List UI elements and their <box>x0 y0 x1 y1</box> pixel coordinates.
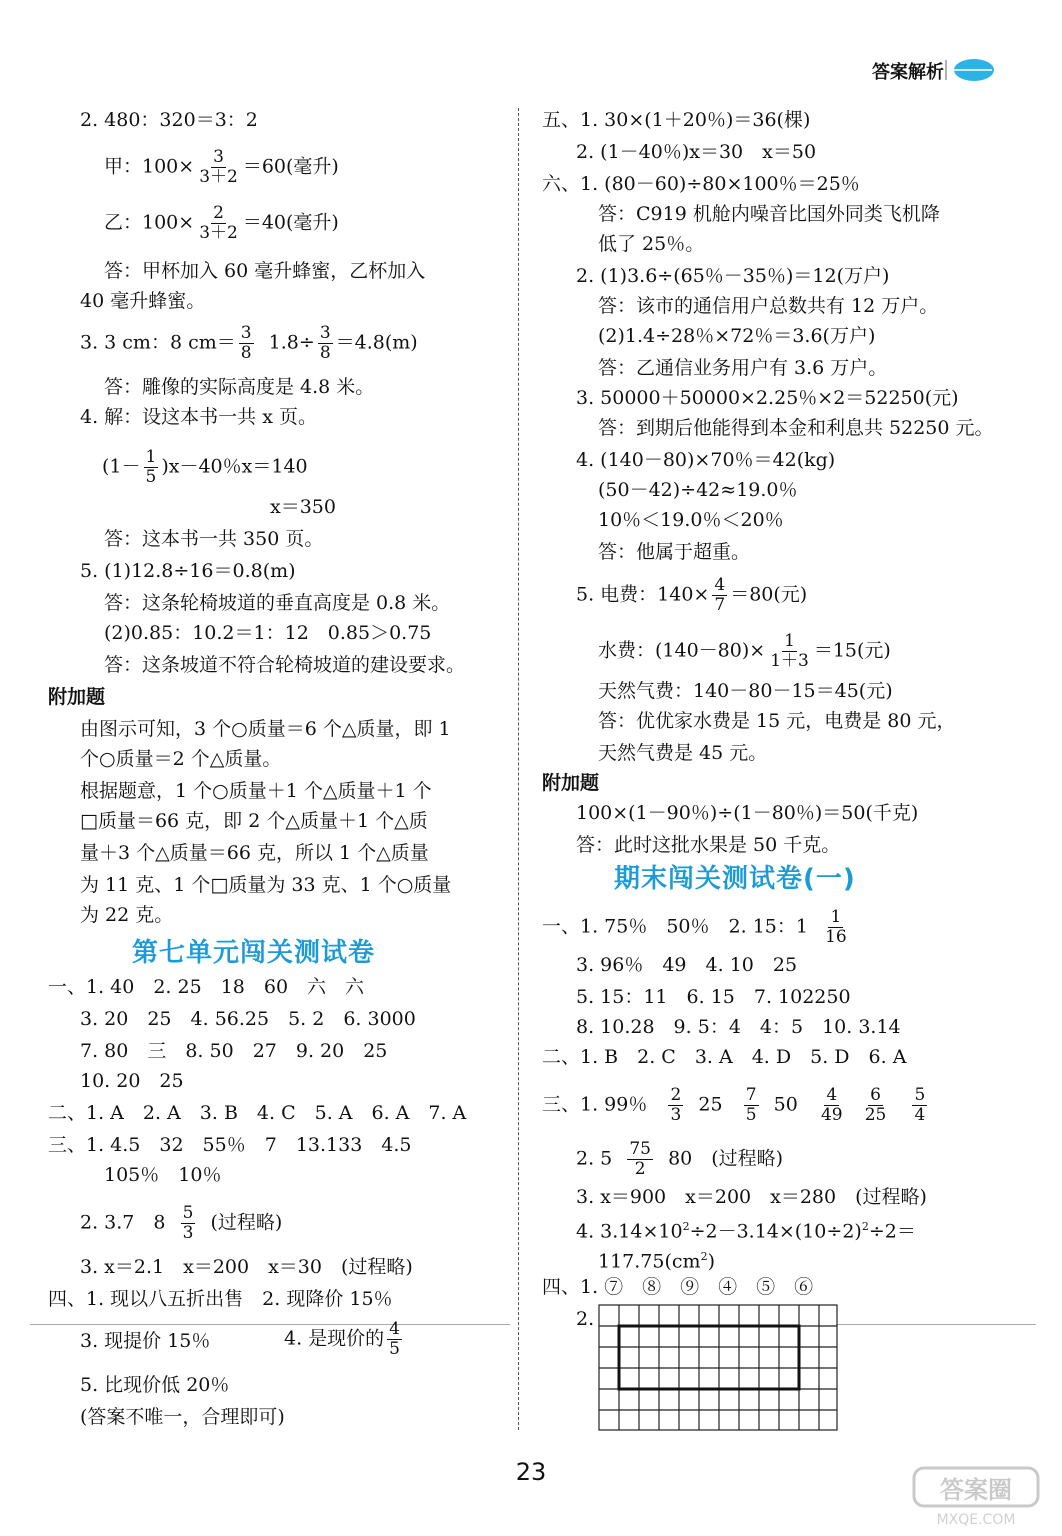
f9-exp: 2 <box>861 1220 869 1233</box>
q3-post: ＝4.8(m) <box>335 331 418 354</box>
f1-pre: 一、1. 75％ 50％ 2. 15：1 <box>542 915 808 938</box>
s3c-fraction <box>181 1204 196 1243</box>
f-line: 3. 96％ 49 4. 10 25 <box>576 954 798 976</box>
extra-title: 附加题 <box>542 772 600 794</box>
answer-line: 答：甲杯加入 60 毫升蜂蜜，乙杯加入 <box>104 260 426 282</box>
extra-line: 为 22 克。 <box>80 904 174 926</box>
right-line: 答：C919 机舱内噪音比国外同类飞机降 <box>598 203 940 225</box>
f-line: 2. <box>576 1308 595 1330</box>
frac-den: 1＋3 <box>770 651 809 671</box>
frac-den: 3＋2 <box>199 223 238 243</box>
extra-line: 量＋3 个△质量＝66 克，所以 1 个△质量 <box>80 842 429 864</box>
f6-fraction <box>819 1086 845 1125</box>
answer-line: 答：这条轮椅坡道的垂直高度是 0.8 米。 <box>104 592 451 614</box>
yi-post: ＝40(毫升) <box>242 211 339 234</box>
q4-eq-post: )x－40％x＝140 <box>161 455 308 478</box>
frac-num: 3 <box>213 147 224 167</box>
s4c-fraction <box>387 1320 402 1359</box>
unit7-title: 第七单元闯关测试卷 <box>132 938 376 968</box>
f6-after: 25 <box>698 1093 723 1116</box>
right-line: 2. (1)3.6÷(65％－35％)＝12(万户) <box>576 265 890 287</box>
right-line: 五、1. 30×(1＋20％)＝36(棵) <box>542 109 811 131</box>
extra-line: 根据题意，1 个○质量＋1 个△质量＋1 个 <box>80 780 432 802</box>
q4-equation <box>102 448 308 487</box>
frac-den: 2 <box>634 1159 646 1179</box>
f7-fraction <box>627 1140 653 1179</box>
f9-line <box>576 1214 916 1244</box>
q4-fraction <box>144 448 159 487</box>
answer-line: 答：这条坡道不符合轮椅坡道的建设要求。 <box>104 654 466 676</box>
watermark-logo <box>912 1464 1040 1528</box>
r17-post: ＝15(元) <box>813 639 891 662</box>
extra-line: 由图示可知，3 个○质量＝6 个△质量，即 1 <box>80 718 451 740</box>
f6-fraction <box>744 1086 759 1125</box>
s2-line: 二、1. A 2. A 3. B 4. C 5. A 6. A 7. A <box>48 1102 467 1124</box>
header-title: 答案解析 <box>872 62 944 83</box>
q4-eq-pre: (1－ <box>102 455 141 478</box>
frac-num: 4 <box>714 575 726 595</box>
answer-line: 答：这本书一共 350 页。 <box>104 528 324 550</box>
f7-post: 80 (过程略) <box>668 1147 784 1170</box>
frac-num: 2 <box>670 1085 682 1105</box>
f7-line <box>576 1140 783 1179</box>
frac-den: 3＋2 <box>199 167 238 187</box>
s4-line: (答案不唯一，合理即可) <box>80 1406 285 1428</box>
f6-pre: 三、1. 99％ <box>542 1093 648 1116</box>
r16-post: ＝80(元) <box>730 583 808 606</box>
f-line: 8. 10.28 9. 5：4 4：5 10. 3.14 <box>576 1016 901 1038</box>
right-line: 答：他属于超重。 <box>598 541 751 563</box>
f10-line <box>598 1244 715 1274</box>
q3-fraction <box>239 324 254 363</box>
frac-den: 5 <box>745 1105 757 1125</box>
f10-end: ) <box>707 1250 715 1273</box>
header-tab-icon <box>944 56 996 84</box>
frac-num: 1 <box>784 631 795 651</box>
frac-num: 4 <box>826 1085 838 1105</box>
q3-fraction-2 <box>318 324 333 363</box>
right-line: 答：该市的通信用户总数共有 12 万户。 <box>598 295 939 317</box>
right-line: 2. (1－40％)x＝30 x＝50 <box>576 141 817 163</box>
answer-line: 答：雕像的实际高度是 4.8 米。 <box>104 376 375 398</box>
right-line: 低了 25％。 <box>598 233 705 255</box>
frac-den: 5 <box>145 467 157 487</box>
jia-post: ＝60(毫升) <box>242 155 339 178</box>
q3-line <box>80 324 418 363</box>
right-line: 六、1. (80－60)÷80×100％＝25％ <box>542 173 860 195</box>
s1-line: 7. 80 三 8. 50 27 9. 20 25 <box>80 1040 388 1062</box>
final-exam-title: 期末闯关测试卷(一) <box>614 864 856 894</box>
jia-fraction <box>197 148 240 187</box>
s4-line: 四、1. 现以八五折出售 2. 现降价 15％ <box>48 1288 393 1310</box>
f9a: 4. 3.14×10 <box>576 1220 683 1243</box>
frac-num: 7 <box>745 1085 757 1105</box>
q5-line: (2)0.85：10.2＝1：12 0.85＞0.75 <box>104 622 432 644</box>
right-line: 答：优优家水费是 15 元，电费是 80 元， <box>598 710 956 732</box>
right-separator <box>836 1324 1036 1325</box>
frac-num: 6 <box>870 1085 881 1105</box>
f9c: ÷2＝ <box>868 1220 916 1243</box>
right-line: 10％＜19.0％＜20％ <box>598 509 784 531</box>
f-line: 四、1. ⑦ ⑧ ⑨ ④ ⑤ ⑥ <box>542 1276 814 1298</box>
f-line: 二、1. B 2. C 3. A 4. D 5. D 6. A <box>542 1046 907 1068</box>
frac-den: 7 <box>714 595 726 615</box>
f6-fraction <box>668 1086 683 1125</box>
answer-line: 40 毫升蜂蜜。 <box>80 290 206 312</box>
right-line: (2)1.4÷28％×72％＝3.6(万户) <box>598 325 876 347</box>
s1-line: 一、1. 40 2. 25 18 60 六 六 <box>48 976 365 998</box>
s4c-pre: 4. 是现价的 <box>284 1327 385 1350</box>
extra-line: 个○质量＝2 个△质量。 <box>80 748 282 770</box>
right-line: 天然气费：140－80－15＝45(元) <box>598 680 893 702</box>
s3c-post: (过程略) <box>210 1211 283 1234</box>
page-number: 23 <box>515 1458 547 1486</box>
grid-figure <box>598 1304 840 1432</box>
f1-fraction <box>823 908 849 947</box>
right-line: 4. (140－80)×70％＝42(kg) <box>576 449 836 471</box>
right-line: 100×(1－90％)÷(1－80％)＝50(千克) <box>576 802 919 824</box>
frac-num: 5 <box>914 1085 926 1105</box>
frac-den: 8 <box>240 343 252 363</box>
extra-line: 为 11 克、1 个□质量为 33 克、1 个○质量 <box>80 874 452 896</box>
frac-den: 3 <box>182 1223 194 1243</box>
s4c-line <box>284 1320 405 1359</box>
s1-line: 3. 20 25 4. 56.25 5. 2 6. 3000 <box>80 1008 416 1030</box>
right-line: 3. 50000＋50000×2.25％×2＝52250(元) <box>576 387 959 409</box>
frac-num: 1 <box>830 907 842 927</box>
water-fee-line <box>598 632 891 671</box>
f6-fraction <box>863 1086 889 1125</box>
column-divider <box>518 108 519 1430</box>
watermark-text: 答案圈 <box>940 1476 1012 1504</box>
right-line: 答：到期后他能得到本金和利息共 52250 元。 <box>598 417 994 439</box>
frac-num: 5 <box>182 1203 194 1223</box>
s3c-pre: 2. 3.7 8 <box>80 1211 166 1234</box>
s3c-line <box>80 1204 282 1243</box>
frac-den: 3 <box>670 1105 682 1125</box>
r16-fraction <box>712 576 727 615</box>
extra-title: 附加题 <box>48 686 106 708</box>
right-line: 答：乙通信业务用户有 3.6 万户。 <box>598 357 888 379</box>
q4-line: 4. 解：设这本书一共 x 页。 <box>80 406 317 428</box>
s3-line: 三、1. 4.5 32 55％ 7 13.133 4.5 <box>48 1134 412 1156</box>
q3-pre: 3. 3 cm：8 cm＝ <box>80 331 236 354</box>
r16-pre: 5. 电费：140× <box>576 583 710 606</box>
grid-highlight-rect <box>619 1326 799 1389</box>
q5-line: 5. (1)12.8÷16＝0.8(m) <box>80 560 296 582</box>
s4-line: 5. 比现价低 20％ <box>80 1374 230 1396</box>
f1-line <box>542 908 852 947</box>
f-line: 3. x＝900 x＝200 x＝280 (过程略) <box>576 1186 927 1208</box>
jia-line <box>104 148 339 187</box>
f10-exp: 2 <box>700 1250 708 1263</box>
q4-solution: x＝350 <box>270 496 336 518</box>
f7-pre: 2. 5 <box>576 1147 613 1170</box>
jia-pre: 甲：100× <box>104 155 195 178</box>
yi-pre: 乙：100× <box>104 211 195 234</box>
watermark-url: MXQE.COM <box>936 1512 1016 1528</box>
frac-num: 3 <box>240 323 252 343</box>
electric-fee-line <box>576 576 807 615</box>
frac-den: 16 <box>825 927 847 947</box>
frac-den: 25 <box>864 1105 887 1125</box>
frac-den: 49 <box>820 1105 843 1125</box>
frac-num: 75 <box>629 1139 651 1159</box>
s3-line: 105％ 10％ <box>104 1164 222 1186</box>
f9b: ÷2－3.14×(10÷2) <box>689 1220 862 1243</box>
s3-line: 3. x＝2.1 x＝200 x＝30 (过程略) <box>80 1256 413 1278</box>
frac-num: 2 <box>213 203 224 223</box>
f9-exp: 2 <box>682 1220 690 1233</box>
frac-den: 4 <box>914 1105 926 1125</box>
yi-fraction <box>197 204 240 243</box>
frac-num: 4 <box>389 1319 400 1339</box>
frac-den: 5 <box>389 1339 400 1359</box>
extra-line: □质量＝66 克，即 2 个△质量＋1 个△质 <box>80 810 428 832</box>
frac-num: 1 <box>145 447 157 467</box>
f10: 117.75(cm <box>598 1250 701 1273</box>
s1-line: 10. 20 25 <box>80 1070 184 1092</box>
frac-num: 3 <box>319 323 331 343</box>
f6-fraction <box>912 1086 927 1125</box>
frac-den: 8 <box>319 343 331 363</box>
f6-line <box>542 1086 930 1125</box>
q3-mid: 1.8÷ <box>268 331 315 354</box>
yi-line <box>104 204 339 243</box>
right-line: 天然气费是 45 元。 <box>598 742 768 764</box>
right-line: 答：此时这批水果是 50 千克。 <box>576 834 841 856</box>
left-separator <box>30 1324 510 1325</box>
left-line: 2. 480：320＝3：2 <box>80 109 258 131</box>
f-line: 5. 15：11 6. 15 7. 102250 <box>576 986 851 1008</box>
s4-line: 3. 现提价 15％ <box>80 1330 211 1352</box>
r17-pre: 水费：(140－80)× <box>598 639 766 662</box>
right-line: (50－42)÷42≈19.0％ <box>598 479 798 501</box>
f6-after: 50 <box>773 1093 798 1116</box>
r17-fraction <box>768 632 811 671</box>
